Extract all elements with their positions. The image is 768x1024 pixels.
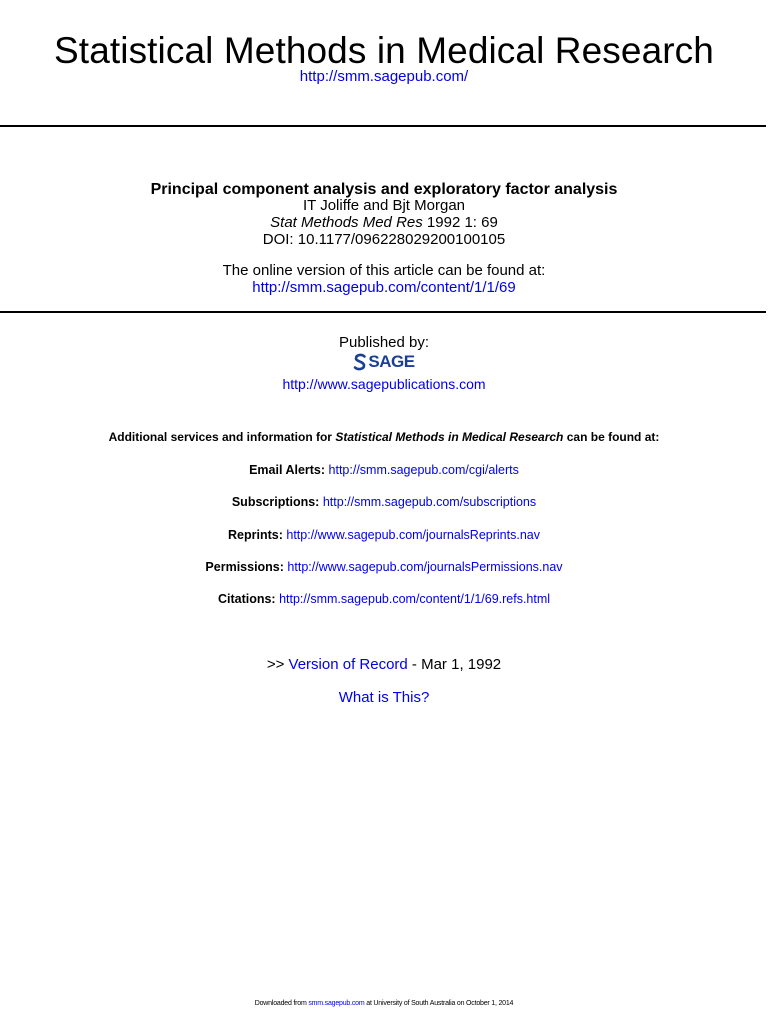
service-row-subscriptions: [0, 495, 768, 510]
service-row-reprints: [0, 528, 768, 543]
email-alerts-link[interactable]: http://smm.sagepub.com/cgi/alerts: [328, 463, 519, 477]
footer-prefix: Downloaded from: [254, 1000, 309, 1007]
subscriptions-link[interactable]: http://smm.sagepub.com/subscriptions: [322, 495, 537, 509]
permissions-link[interactable]: http://www.sagepub.com/journalsPermissions.nav: [287, 560, 563, 574]
what-is-this-link[interactable]: What is This?: [338, 689, 430, 706]
citation-details: 1992 1: 69: [422, 214, 498, 231]
publisher-url-link[interactable]: http://www.sagepublications.com: [282, 376, 486, 392]
sage-swirl-icon: [353, 353, 367, 371]
middle-divider: [0, 311, 766, 313]
version-prefix: >>: [266, 656, 289, 673]
journal-url-wrap: [0, 68, 768, 86]
online-version-note: The online version of this article can be found at:: [222, 262, 546, 279]
version-of-record-link[interactable]: Version of Record: [288, 656, 408, 673]
service-label: Citations:: [217, 592, 276, 606]
online-version-link[interactable]: http://smm.sagepub.com/content/1/1/69: [252, 279, 516, 296]
top-divider: [0, 125, 766, 127]
what-is-this-wrap: [0, 689, 768, 707]
service-label: Subscriptions:: [231, 495, 320, 509]
sage-logo-wrap: [0, 351, 768, 373]
version-date: - Mar 1, 1992: [407, 656, 502, 673]
footer-suffix: at University of South Australia on October 1, 2014: [364, 1000, 514, 1007]
service-label: Email Alerts:: [249, 463, 326, 477]
online-version-url-wrap: [0, 279, 768, 297]
download-footer: [0, 999, 768, 1008]
article-doi: DOI: 10.1177/096228029200100105: [262, 231, 506, 248]
citations-link[interactable]: http://smm.sagepub.com/content/1/1/69.refs.html: [279, 592, 551, 606]
reprints-link[interactable]: http://www.sagepub.com/journalsReprints.nav: [286, 528, 540, 542]
published-by-label: Published by:: [338, 334, 430, 351]
services-heading-journal: Statistical Methods in Medical Research: [335, 430, 564, 444]
services-heading-prefix: Additional services and information for: [108, 430, 336, 444]
article-title: Principal component analysis and exploratory factor analysis: [150, 181, 618, 198]
version-of-record-line: [0, 656, 768, 674]
article-authors: IT Joliffe and Bjt Morgan: [302, 197, 466, 214]
sage-logo[interactable]: [353, 351, 414, 373]
footer-site-link[interactable]: smm.sagepub.com: [308, 1000, 365, 1007]
services-heading: [0, 430, 768, 445]
service-row-email-alerts: [0, 463, 768, 478]
citation-journal: Stat Methods Med Res: [270, 214, 423, 231]
journal-title: Statistical Methods in Medical Research: [54, 30, 714, 71]
service-row-permissions: [0, 560, 768, 575]
service-row-citations: [0, 592, 768, 607]
publisher-url-wrap: [0, 376, 768, 393]
services-heading-suffix: can be found at:: [563, 430, 660, 444]
sage-logo-text: SAGE: [368, 352, 415, 371]
service-label: Permissions:: [205, 560, 284, 574]
journal-url-link[interactable]: http://smm.sagepub.com/: [299, 68, 469, 85]
article-citation: [0, 214, 768, 232]
service-label: Reprints:: [228, 528, 283, 542]
